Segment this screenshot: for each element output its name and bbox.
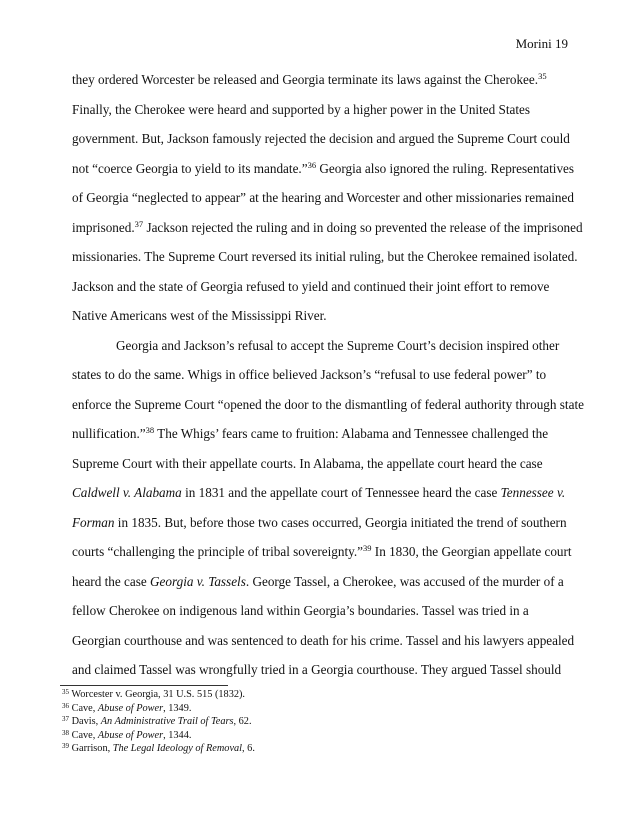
body-line — [72, 449, 572, 479]
line-text: Supreme Court with their appellate courts. In Alabama, the appellate court heard the case — [72, 455, 543, 471]
line-text: enforce the Supreme Court “opened the door to the dismantling of federal authority through state — [72, 396, 584, 412]
body-line — [72, 419, 572, 449]
line-text: Jackson and the state of Georgia refused to yield and continued their joint effort to remove — [72, 278, 550, 294]
footnote-marker: 37 — [134, 218, 144, 229]
line-text: imprisoned. — [72, 219, 135, 235]
line-text: . George Tassel, a Cherokee, was accused of the murder of a — [245, 573, 564, 589]
body-line — [72, 360, 572, 390]
line-text: Native Americans west of the Mississippi River. — [72, 308, 327, 323]
footnote-text: , 1344. — [163, 729, 192, 741]
body-line — [72, 213, 583, 243]
footnote-text: Cave, — [69, 702, 98, 714]
footnote — [62, 702, 582, 716]
body-text — [72, 65, 584, 685]
line-text: The Whigs’ fears came to fruition: Alabama and Tennessee challenged the — [154, 426, 549, 441]
line-text: they ordered Worcester be released and Georgia terminate its laws against the Cherokee. — [72, 72, 539, 87]
body-line — [72, 596, 572, 626]
body-line — [72, 390, 584, 420]
source-title: Abuse of Power — [97, 702, 164, 714]
body-line — [72, 154, 575, 184]
line-text: and claimed Tassel was wrongfully tried in a Georgia courthouse. They argued Tassel should — [72, 662, 562, 677]
body-line — [72, 272, 572, 302]
footnote-number: 39 — [62, 742, 69, 750]
body-line — [72, 508, 572, 538]
footnote — [62, 729, 582, 743]
body-line — [72, 301, 572, 331]
line-text: Finally, the Cherokee were heard and supported by a higher power in the United States — [72, 101, 531, 117]
footnote-text: Garrison, — [69, 743, 113, 754]
line-text: not “coerce Georgia to yield to its mandate.” — [72, 160, 308, 176]
line-text: nullification.” — [72, 426, 146, 441]
case-name: Caldwell v. Alabama — [72, 485, 182, 500]
line-text: Georgian courthouse and was sentenced to death for his crime. Tassel and his lawyers appealed — [72, 632, 575, 648]
page-header: Morini 19 — [515, 36, 568, 51]
body-line — [72, 183, 572, 213]
body-line — [72, 655, 572, 685]
line-text: in 1835. But, before those two cases occurred, Georgia initiated the trend of southern — [114, 514, 567, 530]
line-text: missionaries. The Supreme Court reversed its initial ruling, but the Cherokee remained isolated. — [72, 249, 578, 264]
body-line — [72, 626, 575, 656]
line-text: heard the case — [72, 573, 150, 589]
case-name: Georgia v. Tassels — [149, 573, 246, 589]
footnote-text: Davis, — [69, 716, 101, 727]
case-name: Forman — [72, 514, 115, 530]
line-text: courts “challenging the principle of tribal sovereignty.” — [72, 544, 363, 559]
body-line — [72, 95, 572, 125]
body-line — [72, 537, 572, 567]
footnote — [62, 688, 582, 702]
footnote — [62, 742, 582, 756]
line-text: Georgia and Jackson’s refusal to accept the Supreme Court’s decision inspired other — [116, 337, 560, 353]
footnote-text: , 1349. — [163, 702, 192, 714]
source-title: Abuse of Power — [97, 729, 164, 741]
footnote-text: , 6. — [242, 743, 255, 754]
body-line — [72, 567, 572, 597]
footnotes — [62, 688, 582, 756]
footnote-number: 38 — [62, 728, 69, 737]
line-text: government. But, Jackson famously rejected the decision and argued the Supreme Court could — [72, 131, 570, 146]
body-line — [72, 331, 572, 361]
footnote-number: 37 — [62, 715, 69, 723]
footnote — [62, 715, 582, 729]
source-title: The Legal Ideology of Removal — [112, 743, 243, 754]
footnote-marker: 39 — [363, 543, 372, 553]
body-line — [72, 242, 578, 272]
body-line — [72, 65, 572, 95]
footnote-marker: 35 — [538, 71, 547, 81]
body-line — [72, 124, 572, 154]
footnote-text: Worcester v. Georgia, 31 U.S. 515 (1832). — [69, 689, 245, 700]
line-text: Jackson rejected the ruling and in doing so prevented the release of the imprisoned — [143, 219, 583, 235]
body-line — [72, 478, 572, 508]
line-text: In 1830, the Georgian appellate court — [371, 544, 572, 559]
line-text: of Georgia “neglected to appear” at the hearing and Worcester and other missionaries remained — [72, 190, 574, 205]
line-text: states to do the same. Whigs in office believed Jackson’s “refusal to use federal power” to — [72, 367, 547, 382]
footnote-number: 36 — [62, 701, 69, 710]
footnote-text: , 62. — [233, 716, 252, 727]
case-name: Tennessee v. — [500, 485, 566, 500]
footnote-number: 35 — [62, 688, 69, 696]
line-text: fellow Cherokee on indigenous land within Georgia’s boundaries. Tassel was tried in a — [72, 603, 529, 618]
line-text: in 1831 and the appellate court of Tennessee heard the case — [181, 485, 501, 500]
line-text: Georgia also ignored the ruling. Representatives — [316, 160, 575, 176]
footnote-divider — [60, 685, 228, 686]
source-title: An Administrative Trail of Tears — [100, 716, 234, 727]
footnote-marker: 36 — [307, 159, 317, 170]
footnote-marker: 38 — [145, 425, 155, 435]
footnote-text: Cave, — [69, 729, 98, 741]
